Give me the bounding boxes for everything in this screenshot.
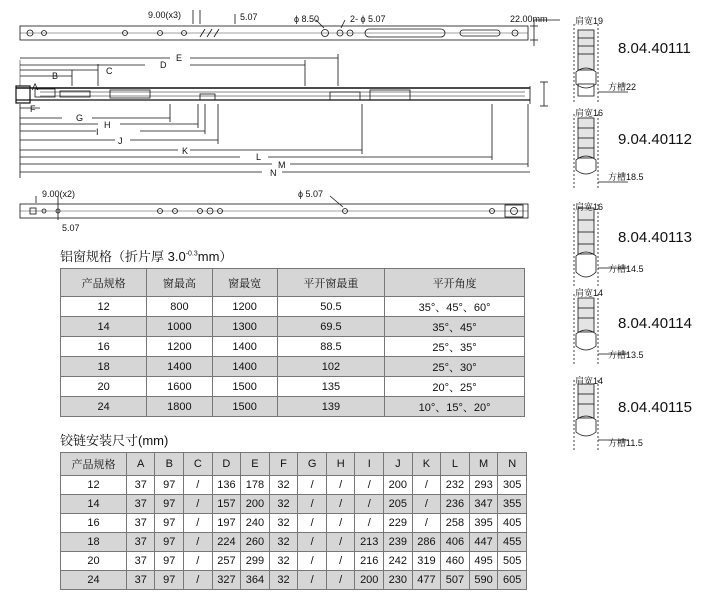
dim-letter-n: N <box>270 168 277 178</box>
hinge-cell: 347 <box>469 495 498 514</box>
spec-cell: 1400 <box>212 337 277 357</box>
hinge-cell: 24 <box>61 571 127 590</box>
hinge-cell: 37 <box>126 514 155 533</box>
hinge-cell: 406 <box>441 533 470 552</box>
hinge-table-title: 铰链安装尺寸(mm) <box>60 433 169 448</box>
bottom-pitch-label: 9.00(x2) <box>42 189 76 199</box>
dim-letter-b: B <box>52 71 59 81</box>
hinge-cell: 364 <box>241 571 270 590</box>
hinge-header-cell: I <box>355 453 384 476</box>
hinge-cell: 197 <box>212 514 241 533</box>
hinge-cell: / <box>184 514 213 533</box>
spec-table-title: 铝窗规格（折片厚 $3.0^{-0.3}mm$） <box>60 249 233 264</box>
hinge-row <box>61 571 527 590</box>
hinge-cell: 257 <box>212 552 241 571</box>
spec-cell: 20°、25° <box>385 377 525 397</box>
hinge-row <box>61 495 527 514</box>
hinge-row <box>61 552 527 571</box>
hinge-cell: 460 <box>441 552 470 571</box>
spec-row <box>61 397 525 417</box>
spec-cell: 25°、35° <box>385 337 525 357</box>
hinge-cell: 97 <box>155 476 184 495</box>
profile-4-shoulder: 肩宽14 <box>575 288 604 298</box>
hinge-cell: 32 <box>269 495 298 514</box>
hinge-cell: 178 <box>241 476 270 495</box>
dim-letter-h: H <box>104 120 111 130</box>
hinge-cell: 32 <box>269 552 298 571</box>
hinge-cell: 239 <box>384 533 413 552</box>
profile-2-slot: 方槽18.5 <box>608 172 644 182</box>
hinge-cell: / <box>184 533 213 552</box>
hinge-cell: 37 <box>126 495 155 514</box>
hinge-header-cell: N <box>498 453 527 476</box>
spec-cell: 20 <box>61 377 147 397</box>
top-width-label: 22.00mm <box>510 14 548 24</box>
hinge-header-cell: C <box>184 453 213 476</box>
hinge-cell: 455 <box>498 533 527 552</box>
spec-cell: 18 <box>61 357 147 377</box>
hinge-cell: / <box>298 514 327 533</box>
spec-cell: 16 <box>61 337 147 357</box>
hinge-header-cell: K <box>412 453 441 476</box>
hinge-cell: 605 <box>498 571 527 590</box>
hinge-cell: 507 <box>441 571 470 590</box>
profile-3-code: 8.04.40113 <box>618 229 692 246</box>
hinge-cell: 293 <box>469 476 498 495</box>
hinge-cell: 477 <box>412 571 441 590</box>
hinge-cell: 224 <box>212 533 241 552</box>
hinge-row <box>61 514 527 533</box>
hinge-cell: / <box>412 514 441 533</box>
hinge-row <box>61 476 527 495</box>
hinge-cell: / <box>184 495 213 514</box>
spec-cell: 69.5 <box>277 317 384 337</box>
spec-cell: 50.5 <box>277 297 384 317</box>
hinge-cell: 12 <box>61 476 127 495</box>
hinge-cell: / <box>298 571 327 590</box>
hinge-header-cell: M <box>469 453 498 476</box>
hinge-cell: 97 <box>155 514 184 533</box>
spec-cell: 135 <box>277 377 384 397</box>
hinge-cell: / <box>298 476 327 495</box>
hinge-cell: / <box>298 495 327 514</box>
hinge-cell: 242 <box>384 552 413 571</box>
hinge-cell: 20 <box>61 552 127 571</box>
hinge-cell: 37 <box>126 533 155 552</box>
hinge-cell: 590 <box>469 571 498 590</box>
hinge-cell: 299 <box>241 552 270 571</box>
hinge-cell: 213 <box>355 533 384 552</box>
hinge-cell: 405 <box>498 514 527 533</box>
spec-header-cell: 窗最高 <box>147 269 212 297</box>
hinge-cell: 240 <box>241 514 270 533</box>
hinge-cell: 236 <box>441 495 470 514</box>
hinge-header-cell: E <box>241 453 270 476</box>
hinge-cell: / <box>184 476 213 495</box>
hinge-cell: / <box>355 514 384 533</box>
spec-cell: 35°、45° <box>385 317 525 337</box>
hinge-cell: 305 <box>498 476 527 495</box>
spec-cell: 1500 <box>212 377 277 397</box>
hinge-header-cell: D <box>212 453 241 476</box>
hinge-cell: 230 <box>384 571 413 590</box>
hinge-cell: 200 <box>241 495 270 514</box>
hinge-cell: 97 <box>155 571 184 590</box>
hinge-header-cell: A <box>126 453 155 476</box>
spec-cell: 1000 <box>147 317 212 337</box>
spec-cell: 10°、15°、20° <box>385 397 525 417</box>
top-hole-b-label: 2- ϕ 5.07 <box>350 14 386 24</box>
spec-cell: 102 <box>277 357 384 377</box>
hinge-cell: / <box>326 495 355 514</box>
hinge-cell: / <box>355 476 384 495</box>
spec-cell: 1300 <box>212 317 277 337</box>
bottom-hole-label: ϕ 5.07 <box>298 189 324 199</box>
hinge-cell: 37 <box>126 552 155 571</box>
spec-cell: 25°、30° <box>385 357 525 377</box>
hinge-header-row <box>61 453 527 476</box>
spec-cell: 1200 <box>212 297 277 317</box>
spec-cell: 1800 <box>147 397 212 417</box>
spec-header-row <box>61 269 525 297</box>
hinge-cell: / <box>184 552 213 571</box>
spec-cell: 1200 <box>147 337 212 357</box>
hinge-cell: 205 <box>384 495 413 514</box>
hinge-cell: / <box>326 514 355 533</box>
hinge-cell: 32 <box>269 514 298 533</box>
profile-1-slot: 方槽22 <box>608 82 637 92</box>
hinge-cell: 355 <box>498 495 527 514</box>
hinge-cell: 97 <box>155 552 184 571</box>
dim-letter-a: A <box>32 82 39 92</box>
profile-4-slot: 方槽13.5 <box>608 350 644 360</box>
profile-1-shoulder: 肩宽19 <box>575 16 604 26</box>
spec-cell: 12 <box>61 297 147 317</box>
spec-table <box>60 268 525 417</box>
hinge-cell: 216 <box>355 552 384 571</box>
bottom-offset-label: 5.07 <box>62 223 80 233</box>
dim-letter-l: L <box>256 152 262 162</box>
top-offset-label: 5.07 <box>240 12 258 22</box>
hinge-cell: / <box>326 552 355 571</box>
hinge-cell: 97 <box>155 533 184 552</box>
hinge-header-cell: F <box>269 453 298 476</box>
profile-5-code: 8.04.40115 <box>618 399 692 416</box>
hinge-cell: / <box>298 533 327 552</box>
profile-4-code: 8.04.40114 <box>618 315 692 332</box>
profile-3-slot: 方槽14.5 <box>608 264 644 274</box>
top-pitch-label: 9.00(x3) <box>148 10 182 20</box>
hinge-cell: 395 <box>469 514 498 533</box>
dim-letter-k: K <box>182 146 189 156</box>
hinge-header-cell: 产品规格 <box>61 453 127 476</box>
hinge-cell: / <box>412 495 441 514</box>
hinge-cell: 32 <box>269 476 298 495</box>
spec-cell: 1600 <box>147 377 212 397</box>
top-hole-a-label: ϕ 8.50 <box>294 14 320 24</box>
spec-cell: 35°、45°、60° <box>385 297 525 317</box>
spec-cell: 88.5 <box>277 337 384 357</box>
hinge-cell: / <box>412 476 441 495</box>
hinge-cell: 37 <box>126 476 155 495</box>
dim-letter-d: D <box>160 60 167 70</box>
hinge-cell: / <box>326 476 355 495</box>
dim-letter-i: I <box>96 127 99 137</box>
spec-cell: 1500 <box>212 397 277 417</box>
spec-cell: 14 <box>61 317 147 337</box>
spec-row <box>61 297 525 317</box>
hinge-cell: 37 <box>126 571 155 590</box>
profile-5-shoulder: 肩宽14 <box>575 376 604 386</box>
spec-cell: 24 <box>61 397 147 417</box>
hinge-header-cell: J <box>384 453 413 476</box>
dim-letter-e: E <box>176 53 183 63</box>
hinge-cell: / <box>326 571 355 590</box>
profile-1-code: 8.04.40111 <box>618 40 691 57</box>
spec-header-cell: 产品规格 <box>61 269 147 297</box>
profile-5-slot: 方槽11.5 <box>608 438 643 448</box>
hinge-cell: / <box>184 571 213 590</box>
hinge-header-cell: B <box>155 453 184 476</box>
profile-section-3 <box>574 204 628 288</box>
hinge-cell: 447 <box>469 533 498 552</box>
hinge-cell: 200 <box>384 476 413 495</box>
hinge-technical-drawing <box>0 0 560 240</box>
spec-cell: 800 <box>147 297 212 317</box>
hinge-cell: 18 <box>61 533 127 552</box>
spec-cell: 1400 <box>212 357 277 377</box>
spec-cell: 139 <box>277 397 384 417</box>
hinge-header-cell: H <box>326 453 355 476</box>
hinge-cell: 319 <box>412 552 441 571</box>
hinge-cell: 157 <box>212 495 241 514</box>
profile-3-shoulder: 肩宽16 <box>575 202 604 212</box>
spec-row <box>61 357 525 377</box>
spec-row <box>61 377 525 397</box>
hinge-cell: 14 <box>61 495 127 514</box>
hinge-cell: 136 <box>212 476 241 495</box>
hinge-cell: 16 <box>61 514 127 533</box>
hinge-cell: 505 <box>498 552 527 571</box>
spec-row <box>61 337 525 357</box>
hinge-cell: 32 <box>269 571 298 590</box>
spec-row <box>61 317 525 337</box>
spec-header-cell: 平开角度 <box>385 269 525 297</box>
hinge-header-cell: L <box>441 453 470 476</box>
hinge-cell: 200 <box>355 571 384 590</box>
hinge-cell: 32 <box>269 533 298 552</box>
hinge-cell: 97 <box>155 495 184 514</box>
hinge-header-cell: G <box>298 453 327 476</box>
dim-letter-f: F <box>30 104 36 114</box>
hinge-cell: 495 <box>469 552 498 571</box>
dim-letter-m: M <box>278 160 286 170</box>
profile-2-shoulder: 肩宽16 <box>575 108 604 118</box>
hinge-cell: 258 <box>441 514 470 533</box>
hinge-table <box>60 452 527 590</box>
hinge-cell: 232 <box>441 476 470 495</box>
hinge-cell: 327 <box>212 571 241 590</box>
dim-letter-g: G <box>76 113 84 123</box>
spec-header-cell: 窗最宽 <box>212 269 277 297</box>
hinge-cell: 260 <box>241 533 270 552</box>
spec-header-cell: 平开窗最重 <box>277 269 384 297</box>
hinge-cell: / <box>298 552 327 571</box>
hinge-cell: / <box>326 533 355 552</box>
hinge-cell: 286 <box>412 533 441 552</box>
dim-letter-j: J <box>118 136 123 146</box>
hinge-cell: / <box>355 495 384 514</box>
hinge-row <box>61 533 527 552</box>
dim-letter-c: C <box>106 66 113 76</box>
hinge-cell: 229 <box>384 514 413 533</box>
spec-cell: 1400 <box>147 357 212 377</box>
profile-2-code: 9.04.40112 <box>618 131 692 148</box>
